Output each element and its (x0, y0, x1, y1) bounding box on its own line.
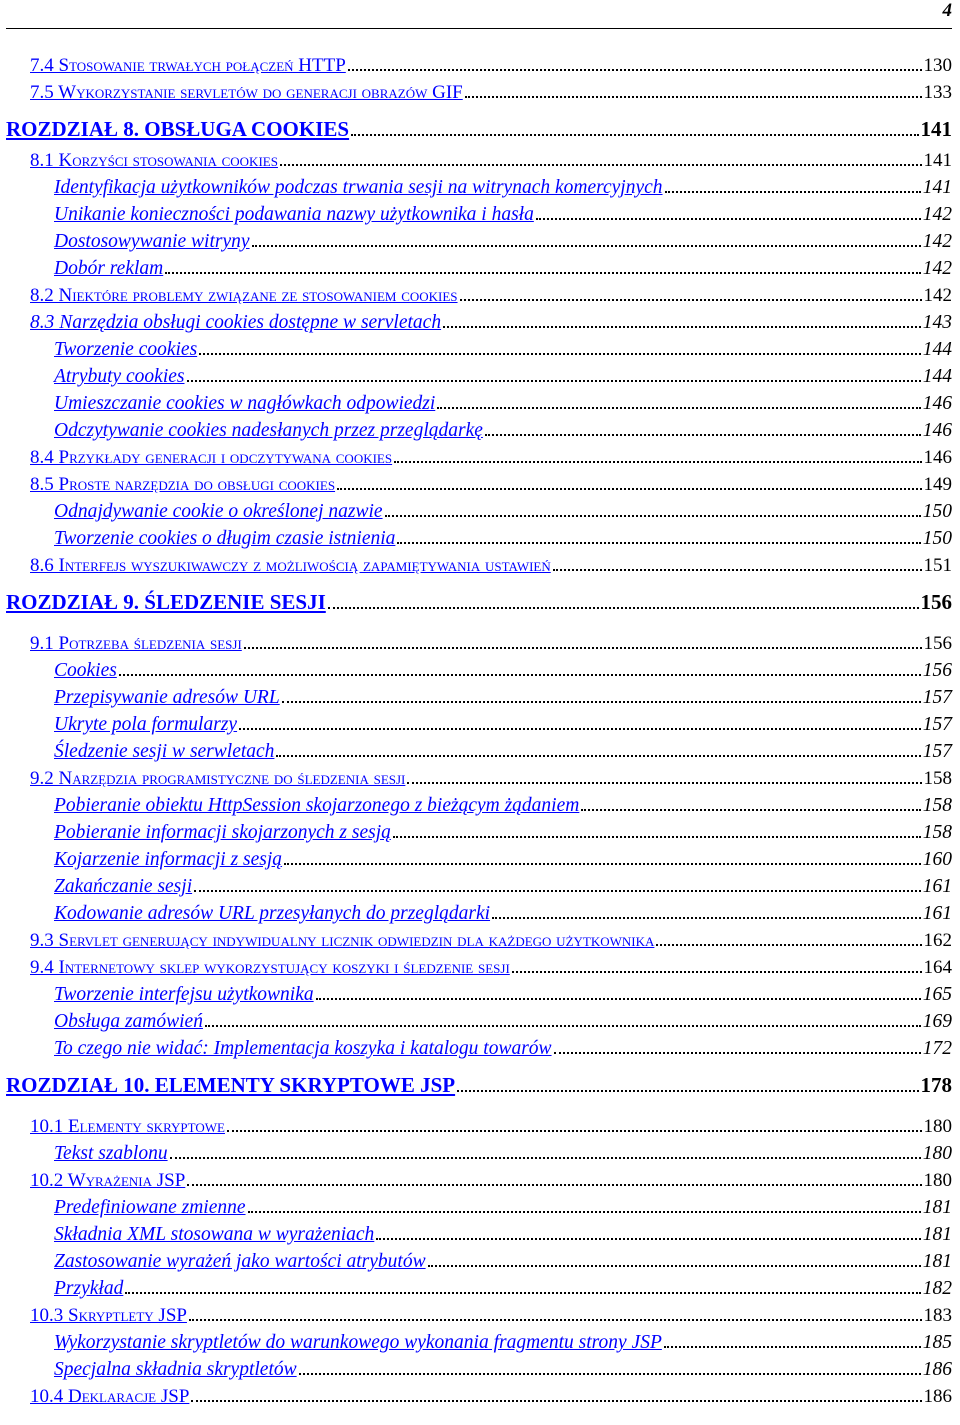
header-rule (6, 28, 952, 29)
toc-entry-title[interactable]: Tekst szablonu (54, 1143, 168, 1164)
toc-entry-page-number: 156 (920, 590, 952, 614)
toc-entry-page-number: 142 (922, 231, 952, 252)
dot-leader (125, 1291, 920, 1294)
dot-leader (351, 133, 918, 136)
toc-entry[interactable] (54, 391, 952, 415)
toc-entry-title[interactable]: Unikanie konieczności podawania nazwy użytkownika i hasła (54, 204, 534, 225)
toc-entry-title[interactable]: ROZDZIAŁ 10. ELEMENTY SKRYPTOWE JSP (6, 1073, 456, 1097)
toc-entry[interactable] (30, 631, 952, 655)
toc-entry-page-number: 169 (922, 1011, 952, 1032)
toc-entry[interactable] (54, 820, 952, 844)
toc-entry-page-number: 151 (923, 555, 952, 576)
toc-entry-title[interactable]: 8.1 Korzyści stosowania cookies (30, 150, 278, 171)
dot-leader (187, 1183, 921, 1186)
toc-entry[interactable] (30, 53, 952, 77)
dot-leader (397, 541, 920, 544)
toc-entry[interactable] (30, 928, 952, 952)
dot-leader (170, 1156, 921, 1159)
toc-entry-title[interactable]: 9.4 Internetowy sklep wykorzystujący koszyki i śledzenie sesji (30, 957, 510, 978)
toc-entry-title[interactable]: Pobieranie obiektu HttpSession skojarzonego z bieżącym żądaniem (54, 795, 580, 816)
dot-leader (248, 1210, 921, 1213)
toc-entry-title[interactable]: 9.1 Potrzeba śledzenia sesji (30, 633, 242, 654)
dot-leader (665, 190, 921, 193)
toc-entry-page-number: 158 (922, 795, 952, 816)
dot-leader (581, 808, 920, 811)
toc-entry-title[interactable]: Tworzenie cookies (54, 339, 198, 360)
toc-entry-page-number: 180 (923, 1116, 952, 1137)
toc-entry[interactable] (30, 1303, 952, 1327)
toc-entry-page-number: 161 (922, 876, 952, 897)
dot-leader (554, 1051, 921, 1054)
toc-entry[interactable] (30, 1384, 952, 1408)
toc-entry-title[interactable]: Cookies (54, 660, 117, 681)
toc-entry-page-number: 149 (923, 474, 952, 495)
dot-leader (664, 1345, 921, 1348)
toc-entry[interactable] (30, 310, 952, 334)
dot-leader (194, 889, 921, 892)
toc-entry[interactable] (30, 766, 952, 790)
dot-leader (316, 997, 921, 1000)
toc-entry[interactable] (54, 1141, 952, 1165)
toc-entry[interactable] (30, 553, 952, 577)
toc-entry-title[interactable]: Kojarzenie informacji z sesją (54, 849, 283, 870)
dot-leader (428, 1264, 921, 1267)
toc-entry-title[interactable]: 7.4 Stosowanie trwałych połączeń HTTP (30, 55, 346, 76)
toc-entry[interactable] (54, 847, 952, 871)
dot-leader (284, 862, 921, 865)
toc-entry[interactable] (6, 1074, 952, 1098)
toc-entry-page-number: 146 (923, 447, 952, 468)
toc-entry-page-number: 183 (923, 1305, 952, 1326)
toc-entry-page-number: 181 (922, 1251, 952, 1272)
toc-entry-page-number: 161 (922, 903, 952, 924)
toc-entry[interactable] (54, 1249, 952, 1273)
toc-entry[interactable] (54, 874, 952, 898)
toc-entry[interactable] (54, 1222, 952, 1246)
toc-entry[interactable] (54, 685, 952, 709)
toc-entry-page-number: 150 (922, 528, 952, 549)
toc-entry-title[interactable]: Umieszczanie cookies w nagłówkach odpowiedzi (54, 393, 436, 414)
toc-entry-title[interactable]: Pobieranie informacji skojarzonych z sesją (54, 822, 391, 843)
toc-entry-title[interactable]: Kodowanie adresów URL przesyłanych do przeglądarki (54, 903, 491, 924)
toc-entry[interactable] (54, 712, 952, 736)
toc-entry-title[interactable]: Zastosowanie wyrażeń jako wartości atrybutów (54, 1251, 426, 1272)
toc-entry-page-number: 160 (922, 849, 952, 870)
toc-entry[interactable] (54, 1009, 952, 1033)
dot-leader (460, 298, 922, 301)
toc-entry[interactable] (6, 591, 952, 615)
toc-entry[interactable] (54, 1276, 952, 1300)
toc-entry[interactable] (30, 1168, 952, 1192)
dot-leader (299, 1372, 921, 1375)
dot-leader (553, 568, 922, 571)
dot-leader (512, 970, 922, 973)
toc-entry-page-number: 141 (920, 117, 952, 141)
toc-entry-page-number: 141 (923, 150, 952, 171)
toc-entry[interactable] (54, 793, 952, 817)
toc-entry-title[interactable]: Przepisywanie adresów URL (54, 687, 280, 708)
dot-leader (252, 244, 921, 247)
dot-leader (348, 68, 922, 71)
dot-leader (165, 271, 921, 274)
toc-entry[interactable] (54, 1357, 952, 1381)
toc-entry-page-number: 178 (920, 1073, 952, 1097)
toc-entry[interactable] (54, 229, 952, 253)
toc-entry[interactable] (54, 202, 952, 226)
toc-entry-page-number: 158 (922, 822, 952, 843)
toc-entry-page-number: 141 (922, 177, 952, 198)
dot-leader (189, 1318, 922, 1321)
dot-leader (244, 646, 922, 649)
toc-entry-page-number: 146 (922, 393, 952, 414)
toc-entry-page-number: 150 (922, 501, 952, 522)
dot-leader (457, 1089, 918, 1092)
dot-leader (407, 781, 921, 784)
toc-entry-page-number: 157 (922, 741, 952, 762)
dot-leader (656, 943, 921, 946)
toc-entry-page-number: 156 (922, 660, 952, 681)
toc-entry-title[interactable]: Tworzenie cookies o długim czasie istnienia (54, 528, 396, 549)
toc-entry-title[interactable]: ROZDZIAŁ 8. OBSŁUGA COOKIES (6, 117, 350, 141)
toc-entry-title[interactable]: Odnajdywanie cookie o określonej nazwie (54, 501, 383, 522)
toc-entry[interactable] (54, 1036, 952, 1060)
toc-entry-title[interactable]: Składnia XML stosowana w wyrażeniach (54, 1224, 375, 1245)
toc-entry-title[interactable]: 10.3 Skryptlety JSP (30, 1305, 187, 1326)
toc-entry-page-number: 186 (923, 1386, 952, 1407)
dot-leader (119, 673, 921, 676)
toc-entry[interactable] (6, 118, 952, 142)
toc-entry[interactable] (54, 256, 952, 280)
toc-entry-title[interactable]: Ukryte pola formularzy (54, 714, 238, 735)
toc-entry[interactable] (30, 283, 952, 307)
toc-entry[interactable] (30, 80, 952, 104)
toc-entry[interactable] (30, 1114, 952, 1138)
dot-leader (443, 325, 921, 328)
toc-entry[interactable] (30, 148, 952, 172)
toc-entry-title[interactable]: Dobór reklam (54, 258, 164, 279)
toc-entry-page-number: 182 (922, 1278, 952, 1299)
dot-leader (191, 1399, 921, 1402)
toc-entry[interactable] (54, 739, 952, 763)
toc-entry-title[interactable]: Identyfikacja użytkowników podczas trwania sesji na witrynach komercyjnych (54, 177, 663, 198)
toc-entry-page-number: 143 (922, 312, 952, 333)
toc-entry[interactable] (54, 418, 952, 442)
toc-entry-title[interactable]: 7.5 Wykorzystanie servletów do generacji obrazów GIF (30, 82, 463, 103)
toc-entry[interactable] (54, 1195, 952, 1219)
toc-entry-page-number: 186 (922, 1359, 952, 1380)
toc-entry-title[interactable]: To czego nie widać: Implementacja koszyka i katalogu towarów (54, 1038, 552, 1059)
page-number: 4 (942, 0, 952, 21)
toc-entry-title[interactable]: 9.2 Narzędzia programistyczne do śledzenia sesji (30, 768, 406, 789)
toc-entry-page-number: 142 (922, 258, 952, 279)
toc-entry-page-number: 133 (923, 82, 952, 103)
dot-leader (280, 163, 922, 166)
toc-entry-page-number: 180 (923, 1170, 952, 1191)
toc-entry-title[interactable]: Tworzenie interfejsu użytkownika (54, 984, 314, 1005)
toc-entry-title[interactable]: 9.3 Servlet generujący indywidualny licznik odwiedzin dla każdego użytkownika (30, 930, 655, 951)
toc-entry-page-number: 180 (922, 1143, 952, 1164)
toc-entry[interactable] (54, 175, 952, 199)
toc-entry-page-number: 172 (922, 1038, 952, 1059)
dot-leader (205, 1024, 921, 1027)
toc-entry-page-number: 146 (922, 420, 952, 441)
dot-leader (328, 606, 919, 609)
toc-entry-title[interactable]: 8.4 Przykłady generacji i odczytywana cookies (30, 447, 393, 468)
dot-leader (465, 95, 922, 98)
toc-entry[interactable] (54, 1330, 952, 1354)
toc-entry-title[interactable]: Przykład (54, 1278, 124, 1299)
dot-leader (337, 487, 921, 490)
dot-leader (276, 754, 920, 757)
toc-entry-title[interactable]: Obsługa zamówień (54, 1011, 203, 1032)
toc-entry[interactable] (54, 901, 952, 925)
toc-entry-title[interactable]: Wykorzystanie skryptletów do warunkowego wykonania fragmentu strony JSP (54, 1332, 662, 1353)
toc-entry-page-number: 162 (923, 930, 952, 951)
toc-entry-page-number: 157 (922, 714, 952, 735)
toc-entry-title[interactable]: 10.4 Deklaracje JSP (30, 1386, 190, 1407)
toc-entry-page-number: 181 (922, 1197, 952, 1218)
toc-entry-page-number: 156 (923, 633, 952, 654)
toc-entry[interactable] (30, 445, 952, 469)
toc-entry[interactable] (54, 658, 952, 682)
toc-entry-title[interactable]: Atrybuty cookies (54, 366, 185, 387)
toc-entry[interactable] (30, 955, 952, 979)
toc-entry-page-number: 130 (923, 55, 952, 76)
toc-entry[interactable] (54, 499, 952, 523)
toc-entry-title[interactable]: ROZDZIAŁ 9. ŚLEDZENIE SESJI (6, 590, 326, 614)
toc-entry[interactable] (54, 337, 952, 361)
toc-entry-page-number: 164 (923, 957, 952, 978)
toc-entry-page-number: 142 (922, 204, 952, 225)
dot-leader (187, 379, 921, 382)
dot-leader (199, 352, 921, 355)
toc-entry-title[interactable]: 10.1 Elementy skryptowe (30, 1116, 225, 1137)
toc-entry-title[interactable]: 10.2 Wyrażenia JSP (30, 1170, 186, 1191)
toc-entry-title[interactable]: Dostosowywanie witryny (54, 231, 250, 252)
dot-leader (376, 1237, 920, 1240)
dot-leader (385, 514, 921, 517)
dot-leader (536, 217, 921, 220)
dot-leader (239, 727, 921, 730)
toc-entry[interactable] (54, 982, 952, 1006)
toc-entry-title[interactable]: Odczytywanie cookies nadesłanych przez przeglądarkę (54, 420, 483, 441)
toc-entry[interactable] (30, 472, 952, 496)
toc-entry-page-number: 181 (922, 1224, 952, 1245)
dot-leader (485, 433, 921, 436)
toc-entry-title[interactable]: Zakańczanie sesji (54, 876, 193, 897)
toc-entry-title[interactable]: 8.3 Narzędzia obsługi cookies dostępne w servletach (30, 312, 442, 333)
dot-leader (492, 916, 921, 919)
toc-entry-title[interactable]: Specjalna składnia skryptletów (54, 1359, 297, 1380)
toc-entry-page-number: 185 (922, 1332, 952, 1353)
toc-entry[interactable] (54, 526, 952, 550)
dot-leader (227, 1129, 922, 1132)
toc-entry-title[interactable]: Śledzenie sesji w serwletach (54, 741, 275, 762)
toc-entry-page-number: 158 (923, 768, 952, 789)
toc-entry-title[interactable]: Predefiniowane zmienne (54, 1197, 246, 1218)
toc-entry-title[interactable]: 8.6 Interfejs wyszukiwawczy z możliwością zapamiętywania ustawień (30, 555, 551, 576)
toc-entry-title[interactable]: 8.5 Proste narzędzia do obsługi cookies (30, 474, 336, 495)
dot-leader (282, 700, 921, 703)
dot-leader (437, 406, 920, 409)
dot-leader (394, 460, 921, 463)
toc-entry-page-number: 144 (922, 366, 952, 387)
toc-entry-title[interactable]: 8.2 Niektóre problemy związane ze stosowaniem cookies (30, 285, 458, 306)
toc-entry-page-number: 142 (923, 285, 952, 306)
toc-entry[interactable] (54, 364, 952, 388)
toc-entry-page-number: 157 (922, 687, 952, 708)
dot-leader (393, 835, 921, 838)
toc-entry-page-number: 144 (922, 339, 952, 360)
toc-entry-page-number: 165 (922, 984, 952, 1005)
